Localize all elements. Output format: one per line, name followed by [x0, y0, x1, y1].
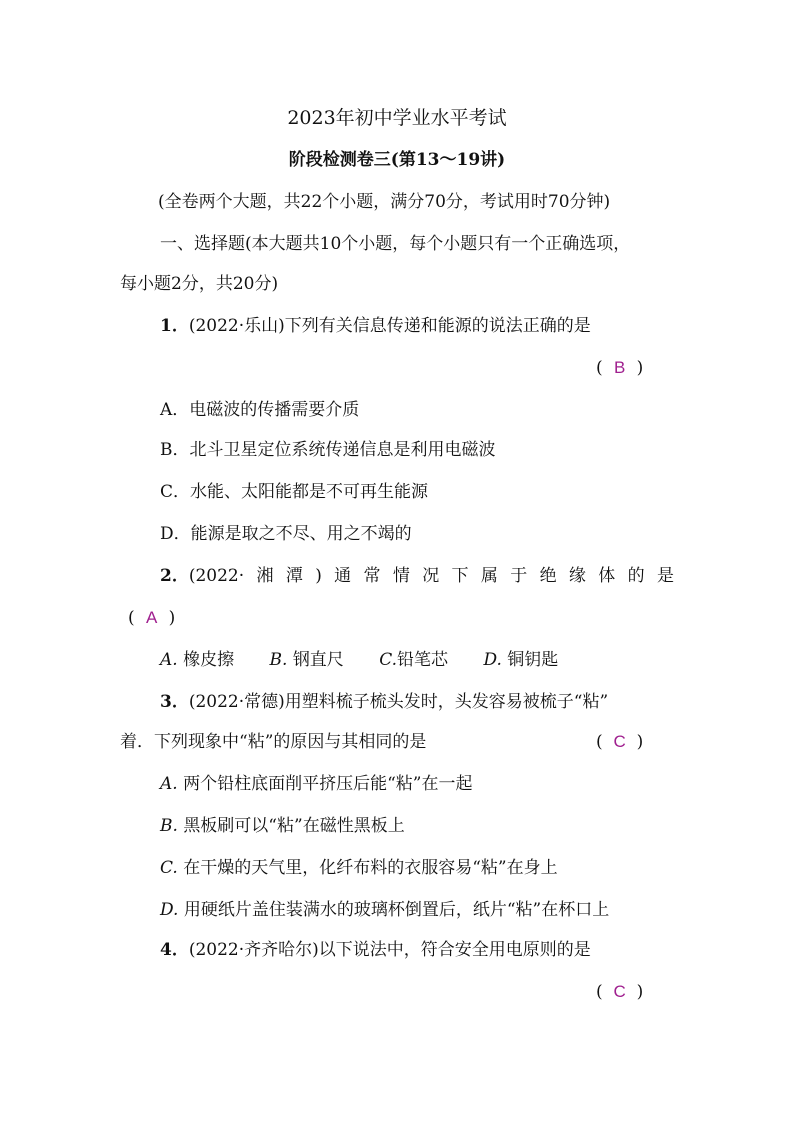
option-letter: C. [379, 650, 398, 670]
question-4-answer-box [596, 980, 643, 1004]
question-2-part: 情 [392, 566, 410, 586]
exam-info: (全卷两个大题，共22个小题，满分70分，考试用时70分钟) [158, 192, 611, 212]
option-text: 两个铅柱底面削平挤压后能“粘”在一起 [183, 774, 473, 794]
question-4-text: (2022·齐齐哈尔)以下说法中，符合安全用电原则的是 [188, 940, 591, 960]
question-2-answer-box [128, 606, 175, 630]
question-3-answer-box [596, 730, 643, 754]
option-letter: C. [160, 858, 178, 878]
question-2-part: 湘 [256, 566, 274, 586]
question-1-answer-box [596, 356, 643, 380]
question-3-answer: C [613, 732, 626, 751]
option-letter: A. [160, 774, 178, 794]
question-2-part: 的 [627, 566, 645, 586]
option-text: 铅笔芯 [397, 650, 449, 670]
paren-close: ) [168, 608, 176, 628]
question-1-option-c: C．水能、太阳能都是不可再生能源 [160, 482, 429, 502]
question-1-answer: B [613, 358, 626, 377]
option-letter: B. [269, 650, 288, 670]
question-1-option-a: A．电磁波的传播需要介质 [160, 400, 360, 420]
question-3-option-c [160, 856, 558, 880]
option-text: 黑板刷可以“粘”在磁性黑板上 [183, 816, 405, 836]
question-4-stem [160, 938, 591, 962]
option-letter: D. [483, 650, 502, 670]
question-3-number: 3． [160, 692, 189, 712]
question-2-part: 绝 [539, 566, 557, 586]
question-1-number: 1． [160, 316, 189, 336]
exam-title: 2023年初中学业水平考试 [287, 107, 507, 129]
question-2-stem [160, 564, 674, 588]
question-2-options [160, 648, 558, 672]
section-heading-line1: 一、选择题(本大题共10个小题，每个小题只有一个正确选项， [160, 234, 631, 254]
question-3-text: (2022·常德)用塑料梳子梳头发时，头发容易被梳子“粘” [188, 692, 609, 712]
option-letter: B. [160, 816, 178, 836]
option-letter: A. [160, 650, 178, 670]
question-2-part: 属 [480, 566, 498, 586]
paren-close: ) [636, 732, 644, 752]
question-2-part: 潭 [285, 566, 303, 586]
question-2-part: ) [315, 566, 322, 586]
paren-open: ( [596, 982, 603, 1002]
paren-close: ) [636, 358, 644, 378]
question-2-part: 常 [363, 566, 381, 586]
question-2-part: 通 [334, 566, 352, 586]
question-3-stem-line2: 着．下列现象中“粘”的原因与其相同的是 [120, 732, 427, 752]
paren-open: ( [128, 608, 135, 628]
question-2-part: (2022· [188, 566, 245, 586]
question-2-part: 体 [598, 566, 616, 586]
question-1-option-b: B．北斗卫星定位系统传递信息是利用电磁波 [160, 440, 496, 460]
question-1-text: (2022·乐山)下列有关信息传递和能源的说法正确的是 [188, 316, 591, 336]
question-4-answer: C [613, 982, 626, 1001]
option-text: 在干燥的天气里，化纤布料的衣服容易“粘”在身上 [183, 858, 558, 878]
exam-subtitle: 阶段检测卷三(第13～19讲) [288, 150, 506, 170]
question-4-number: 4． [160, 940, 189, 960]
paren-open: ( [596, 358, 603, 378]
paren-close: ) [636, 982, 644, 1002]
question-2-part: 缘 [568, 566, 586, 586]
option-text: 铜钥匙 [507, 650, 559, 670]
question-3-stem-line1 [160, 690, 608, 714]
paren-open: ( [596, 732, 603, 752]
question-2-seg [160, 564, 244, 588]
question-3-option-b [160, 814, 405, 838]
question-2-number: 2． [160, 566, 189, 586]
question-1-option-d: D．能源是取之不尽、用之不竭的 [160, 524, 412, 544]
question-2-part: 是 [656, 566, 674, 586]
question-2-part: 于 [510, 566, 528, 586]
question-3-option-d [160, 898, 609, 922]
question-1-stem [160, 314, 591, 338]
question-2-part: 况 [422, 566, 440, 586]
section-heading-line2: 每小题2分，共20分) [120, 274, 279, 294]
option-text: 钢直尺 [292, 650, 344, 670]
option-letter: D. [160, 900, 179, 920]
question-3-option-a [160, 772, 472, 796]
question-2-answer: A [145, 608, 158, 627]
option-text: 橡皮擦 [183, 650, 235, 670]
question-2-part: 下 [451, 566, 469, 586]
option-text: 用硬纸片盖住装满水的玻璃杯倒置后，纸片“粘”在杯口上 [183, 900, 610, 920]
